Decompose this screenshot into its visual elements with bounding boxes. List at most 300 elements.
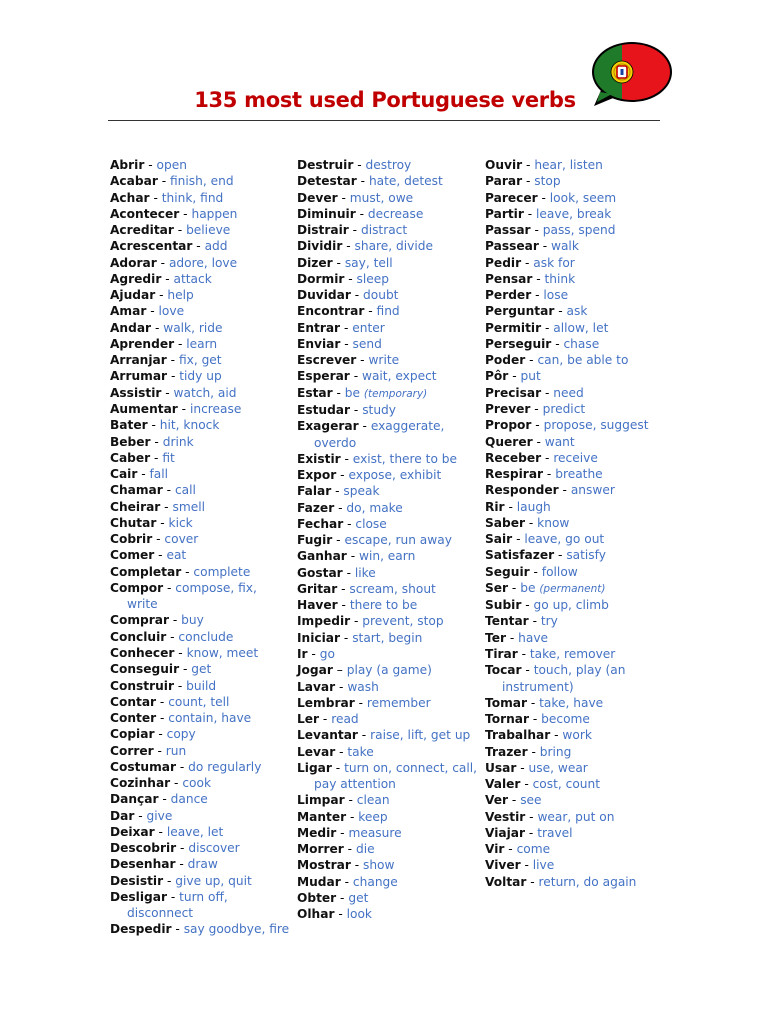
verb-entry xyxy=(297,467,479,483)
verb-entry xyxy=(297,825,479,841)
verb-entry xyxy=(110,873,290,889)
verb-word: Chamar xyxy=(110,483,163,498)
verb-word: Acontecer xyxy=(110,206,180,221)
verb-meaning: take, remover xyxy=(529,646,616,661)
verb-separator: - xyxy=(337,190,350,205)
verb-meaning: work xyxy=(562,728,592,743)
verb-separator: - xyxy=(174,336,187,351)
verb-meaning: pass, spend xyxy=(542,223,616,238)
verb-word: Exagerar xyxy=(297,419,359,434)
verb-separator: - xyxy=(522,158,535,172)
verb-meaning: chase xyxy=(563,336,600,351)
verb-word: Vir xyxy=(485,842,505,857)
verb-entry xyxy=(297,336,479,352)
verb-word: Receber xyxy=(485,450,542,465)
verb-word: Permitir xyxy=(485,320,542,335)
verb-separator: - xyxy=(163,580,176,595)
verb-entry xyxy=(485,613,655,629)
verb-separator: - xyxy=(551,336,564,351)
verb-entry xyxy=(297,760,479,793)
verb-separator: - xyxy=(350,858,363,873)
verb-meaning: hit, knock xyxy=(159,418,220,433)
verb-word: Deixar xyxy=(110,824,155,839)
verb-separator: - xyxy=(134,808,147,823)
verb-separator: - xyxy=(346,809,359,824)
verb-word: Aumentar xyxy=(110,401,178,416)
verb-meaning: follow xyxy=(541,564,578,579)
verb-meaning: fall xyxy=(149,467,169,482)
verb-entry xyxy=(110,303,290,319)
verb-word: Querer xyxy=(485,434,533,449)
verb-meaning: touch, play (an instrument) xyxy=(502,663,626,694)
verb-separator: - xyxy=(147,418,160,433)
title-divider xyxy=(108,120,660,121)
verb-entry xyxy=(297,255,479,271)
verb-meaning: satisfy xyxy=(566,548,606,563)
verb-entry xyxy=(485,157,655,173)
verb-entry xyxy=(110,499,290,515)
verb-meaning: exist, there to be xyxy=(352,451,458,466)
verb-word: Perder xyxy=(485,288,532,303)
verb-word: Tocar xyxy=(485,663,522,678)
verb-word: Aprender xyxy=(110,336,175,351)
verb-meaning: say, tell xyxy=(344,255,393,270)
verb-word: Acabar xyxy=(110,174,158,189)
verb-meaning: compose, fix, write xyxy=(127,580,257,612)
verb-word: Enviar xyxy=(297,336,341,351)
verb-meaning: build xyxy=(186,678,217,693)
verb-entry xyxy=(485,792,655,808)
verb-separator: - xyxy=(528,614,541,629)
verb-meaning: be xyxy=(520,580,536,595)
verb-meaning: decrease xyxy=(367,206,424,221)
verb-entry xyxy=(110,450,290,466)
verb-separator: - xyxy=(355,206,368,221)
verb-meaning: die xyxy=(355,842,375,857)
verb-note: (temporary) xyxy=(363,387,428,400)
verb-separator: - xyxy=(192,239,205,254)
verb-word: Tirar xyxy=(485,646,518,661)
verb-word: Ir xyxy=(297,646,308,661)
verb-entry xyxy=(297,679,479,695)
verb-separator: - xyxy=(532,434,545,449)
verb-word: Jogar xyxy=(297,663,333,678)
verb-meaning: think xyxy=(544,271,576,286)
verb-meaning: bring xyxy=(539,744,572,759)
verb-word: Cobrir xyxy=(110,532,153,547)
verb-separator: - xyxy=(350,402,363,417)
verb-separator: - xyxy=(342,239,355,254)
verb-meaning: cover xyxy=(164,532,199,547)
verb-meaning: leave, let xyxy=(166,824,224,839)
verb-separator: - xyxy=(340,874,353,889)
verb-entry xyxy=(110,271,290,287)
verb-separator: - xyxy=(166,629,179,644)
verb-separator: - xyxy=(340,451,353,466)
verb-entry xyxy=(297,352,479,368)
verb-entry xyxy=(485,450,655,466)
verb-separator: - xyxy=(527,695,540,710)
verb-meaning: must, owe xyxy=(349,190,414,205)
verb-meaning: study xyxy=(362,402,397,417)
verb-entry xyxy=(485,580,655,597)
verb-separator: - xyxy=(170,776,183,791)
verb-meaning: breathe xyxy=(555,467,603,482)
verb-separator: - xyxy=(512,532,525,547)
verb-word: Sair xyxy=(485,532,513,547)
verb-meaning: like xyxy=(354,565,376,580)
verb-separator: - xyxy=(156,515,169,530)
verb-meaning: wear, put on xyxy=(537,809,615,824)
verb-meaning: call xyxy=(174,483,196,498)
verb-meaning: attack xyxy=(173,271,212,286)
verb-entry xyxy=(110,856,290,872)
verb-word: Estar xyxy=(297,385,333,400)
verb-entry xyxy=(297,857,479,873)
verb-meaning: share, divide xyxy=(354,239,433,254)
verb-word: Gritar xyxy=(297,581,338,596)
verb-separator: - xyxy=(344,271,357,286)
verb-meaning: have xyxy=(518,630,549,645)
verb-entry xyxy=(297,727,479,743)
verb-separator: - xyxy=(527,744,540,759)
verb-meaning: smell xyxy=(172,499,205,514)
verb-separator: - xyxy=(149,190,162,205)
verb-word: Morrer xyxy=(297,842,344,857)
verb-separator: - xyxy=(529,712,542,727)
verb-entry xyxy=(485,646,655,662)
verb-separator: - xyxy=(137,467,150,482)
verb-separator: - xyxy=(179,206,192,221)
verb-separator: - xyxy=(541,450,554,465)
verb-meaning: lose xyxy=(543,288,569,303)
verb-separator: - xyxy=(523,206,537,221)
verb-meaning: enter xyxy=(352,320,385,335)
verb-word: Tentar xyxy=(485,614,529,629)
verb-meaning: watch, aid xyxy=(173,385,237,400)
verb-entry xyxy=(110,580,290,613)
verb-separator: - xyxy=(179,662,192,677)
verb-word: Rir xyxy=(485,499,505,514)
verb-word: Existir xyxy=(297,451,341,466)
verb-separator: - xyxy=(517,646,530,661)
verb-separator: - xyxy=(176,759,189,774)
verb-meaning: complete xyxy=(193,564,251,579)
verb-entry xyxy=(297,271,479,287)
verb-entry xyxy=(297,368,479,384)
verb-word: Costumar xyxy=(110,759,177,774)
verb-separator: - xyxy=(162,483,175,498)
verb-word: Respirar xyxy=(485,467,544,482)
verb-separator: - xyxy=(154,727,167,742)
verb-meaning: prevent, stop xyxy=(362,614,444,629)
verb-separator: - xyxy=(516,760,529,775)
verb-word: Detestar xyxy=(297,174,357,189)
verb-separator: - xyxy=(173,223,187,238)
verb-word: Obter xyxy=(297,890,337,905)
verb-meaning: receive xyxy=(553,450,598,465)
verb-separator: - xyxy=(332,533,345,548)
verb-meaning: escape, run away xyxy=(344,533,452,548)
verb-separator: - xyxy=(156,711,169,726)
verb-meaning: show xyxy=(362,858,395,873)
verb-separator: - xyxy=(531,288,544,303)
verb-entry xyxy=(297,238,479,254)
verb-word: Precisar xyxy=(485,385,542,400)
verb-separator: - xyxy=(521,255,534,270)
verb-separator: - xyxy=(337,581,350,596)
verb-word: Dever xyxy=(297,190,338,205)
verb-meaning: exaggerate, overdo xyxy=(314,419,445,450)
verb-word: Impedir xyxy=(297,614,351,629)
verb-word: Abrir xyxy=(110,158,145,172)
verb-entry xyxy=(110,824,290,840)
verb-separator: - xyxy=(344,793,357,808)
verb-meaning: stop xyxy=(534,174,561,189)
verb-word: Diminuir xyxy=(297,206,356,221)
verb-separator: - xyxy=(554,548,567,563)
verb-separator: - xyxy=(335,679,348,694)
verb-meaning: doubt xyxy=(363,288,399,303)
verb-entry xyxy=(297,695,479,711)
verb-entry xyxy=(110,921,290,937)
verb-entry xyxy=(297,646,479,662)
verb-word: Bater xyxy=(110,418,148,433)
verb-entry xyxy=(485,727,655,743)
verb-entry xyxy=(110,531,290,547)
verb-meaning: there to be xyxy=(349,598,418,613)
verb-word: Fechar xyxy=(297,516,344,531)
verb-separator: - xyxy=(353,158,366,172)
verb-entry xyxy=(110,385,290,401)
verb-word: Correr xyxy=(110,743,154,758)
verb-word: Desistir xyxy=(110,873,164,888)
verb-separator: - xyxy=(154,548,167,563)
verb-word: Dizer xyxy=(297,255,333,270)
verb-separator: - xyxy=(331,484,344,499)
verb-meaning: fix, get xyxy=(178,353,222,368)
verb-word: Arranjar xyxy=(110,353,167,368)
verb-meaning: wash xyxy=(347,679,379,694)
verb-separator: - xyxy=(157,174,170,189)
verb-entry xyxy=(485,173,655,189)
verb-word: Passar xyxy=(485,223,531,238)
verb-entry xyxy=(485,695,655,711)
verb-word: Cozinhar xyxy=(110,776,171,791)
verb-separator: - xyxy=(342,565,355,580)
verb-meaning: give xyxy=(146,808,173,823)
verb-meaning: need xyxy=(553,385,584,400)
verb-word: Entrar xyxy=(297,320,341,335)
verb-entry xyxy=(110,206,290,222)
verb-word: Responder xyxy=(485,483,559,498)
verb-word: Distrair xyxy=(297,223,349,238)
verb-entry xyxy=(485,466,655,482)
verb-word: Iniciar xyxy=(297,630,341,645)
verb-meaning: draw xyxy=(187,857,218,872)
verb-meaning: copy xyxy=(166,727,196,742)
verb-separator: - xyxy=(174,645,187,660)
verb-word: Ouvir xyxy=(485,158,523,172)
verb-word: Completar xyxy=(110,564,182,579)
verb-meaning: walk, ride xyxy=(163,320,223,335)
verb-column-2 xyxy=(297,157,479,922)
verb-entry xyxy=(297,711,479,727)
verb-meaning: start, begin xyxy=(352,630,423,645)
verb-entry xyxy=(297,613,479,629)
verb-word: Haver xyxy=(297,598,338,613)
verb-separator: - xyxy=(504,499,517,514)
verb-entry xyxy=(485,857,655,873)
verb-separator: - xyxy=(151,320,164,335)
verb-separator: - xyxy=(150,434,163,449)
verb-meaning: hate, detest xyxy=(368,174,443,189)
verb-entry xyxy=(485,385,655,401)
verb-entry xyxy=(485,776,655,792)
verb-meaning: cost, count xyxy=(532,777,601,792)
verb-separator: - xyxy=(343,842,356,857)
verb-meaning: find xyxy=(376,304,400,319)
verb-separator: - xyxy=(181,564,194,579)
verb-entry xyxy=(297,874,479,890)
verb-entry xyxy=(297,792,479,808)
verb-word: Ter xyxy=(485,630,506,645)
verb-entry xyxy=(485,222,655,238)
verb-word: Amar xyxy=(110,304,147,319)
verb-separator: - xyxy=(336,468,349,483)
verb-entry xyxy=(297,483,479,499)
verb-separator: - xyxy=(525,353,538,368)
verb-meaning: sleep xyxy=(356,271,390,286)
verb-entry xyxy=(110,368,290,384)
verb-meaning: return, do again xyxy=(538,874,637,889)
verb-word: Medir xyxy=(297,825,337,840)
verb-meaning: put xyxy=(520,369,541,384)
verb-separator: - xyxy=(169,613,182,628)
verb-word: Caber xyxy=(110,450,151,465)
verb-word: Destruir xyxy=(297,158,354,172)
verb-entry xyxy=(485,547,655,563)
verb-entry xyxy=(485,564,655,580)
verb-meaning: distract xyxy=(360,223,408,238)
verb-separator: - xyxy=(348,223,361,238)
verb-meaning: do regularly xyxy=(188,759,262,774)
verb-separator: - xyxy=(332,385,345,400)
verb-word: Parecer xyxy=(485,190,538,205)
verb-word: Usar xyxy=(485,760,517,775)
verb-word: Limpar xyxy=(297,793,345,808)
verb-separator: - xyxy=(150,450,163,465)
verb-word: Arrumar xyxy=(110,369,168,384)
verb-column-1 xyxy=(110,157,290,938)
verb-separator: - xyxy=(144,158,157,172)
verb-word: Partir xyxy=(485,206,524,221)
verb-word: Vestir xyxy=(485,809,526,824)
verb-entry xyxy=(297,157,479,173)
verb-meaning: get xyxy=(348,890,369,905)
verb-meaning: close xyxy=(355,516,387,531)
verb-meaning: do, make xyxy=(346,500,403,515)
verb-entry xyxy=(110,434,290,450)
verb-meaning: speak xyxy=(343,484,380,499)
verb-meaning: drink xyxy=(162,434,194,449)
verb-word: Ajudar xyxy=(110,288,156,303)
verb-entry xyxy=(110,678,290,694)
verb-word: Encontrar xyxy=(297,304,365,319)
verb-word: Adorar xyxy=(110,255,157,270)
verb-meaning: leave, break xyxy=(536,206,612,221)
verb-entry xyxy=(485,809,655,825)
verb-entry xyxy=(485,482,655,498)
verb-separator: - xyxy=(356,353,369,368)
verb-meaning: see xyxy=(520,793,542,808)
verb-entry xyxy=(297,190,479,206)
verb-entry xyxy=(297,222,479,238)
verb-word: Acrescentar xyxy=(110,239,193,254)
verb-meaning: win, earn xyxy=(358,549,416,564)
verb-word: Lembrar xyxy=(297,695,355,710)
verb-meaning: increase xyxy=(189,401,242,416)
verb-entry xyxy=(485,874,655,890)
verb-separator: - xyxy=(530,401,543,416)
verb-separator: - xyxy=(508,580,521,595)
verb-word: Compor xyxy=(110,580,164,595)
verb-entry xyxy=(110,840,290,856)
verb-entry xyxy=(110,336,290,352)
verb-separator: - xyxy=(335,744,348,759)
verb-entry xyxy=(485,336,655,352)
verb-word: Lavar xyxy=(297,679,336,694)
verb-word: Trabalhar xyxy=(485,728,551,743)
verb-word: Ganhar xyxy=(297,549,347,564)
verb-meaning: happen xyxy=(191,206,238,221)
verb-separator: - xyxy=(153,743,166,758)
verb-separator: - xyxy=(558,483,571,498)
verb-entry xyxy=(297,841,479,857)
verb-meaning: propose, suggest xyxy=(543,418,649,433)
verb-word: Despedir xyxy=(110,922,172,937)
verb-separator: - xyxy=(520,858,533,873)
verb-separator: - xyxy=(349,369,362,384)
verb-entry xyxy=(297,287,479,303)
verb-entry xyxy=(110,661,290,677)
verb-entry xyxy=(297,890,479,906)
verb-meaning: love xyxy=(158,304,185,319)
verb-meaning: adore, love xyxy=(168,255,238,270)
verb-entry xyxy=(485,760,655,776)
verb-meaning: change xyxy=(352,874,398,889)
verb-separator: - xyxy=(156,255,169,270)
verb-meaning: dance xyxy=(170,792,208,807)
verb-separator: - xyxy=(307,646,320,661)
verb-entry xyxy=(297,809,479,825)
verb-separator: - xyxy=(525,809,538,824)
verb-entry xyxy=(297,418,479,451)
verb-separator: - xyxy=(161,271,174,286)
verb-separator: - xyxy=(160,499,173,514)
verb-entry xyxy=(110,352,290,368)
verb-separator: - xyxy=(530,223,543,238)
verb-separator: - xyxy=(554,304,567,319)
verb-meaning: finish, end xyxy=(170,174,234,189)
verb-separator: - xyxy=(171,922,184,937)
verb-entry xyxy=(485,352,655,368)
verb-entry xyxy=(297,402,479,418)
verb-separator: - xyxy=(146,304,159,319)
verb-meaning: run xyxy=(165,743,187,758)
verb-meaning: wait, expect xyxy=(361,369,437,384)
verb-entry xyxy=(110,791,290,807)
